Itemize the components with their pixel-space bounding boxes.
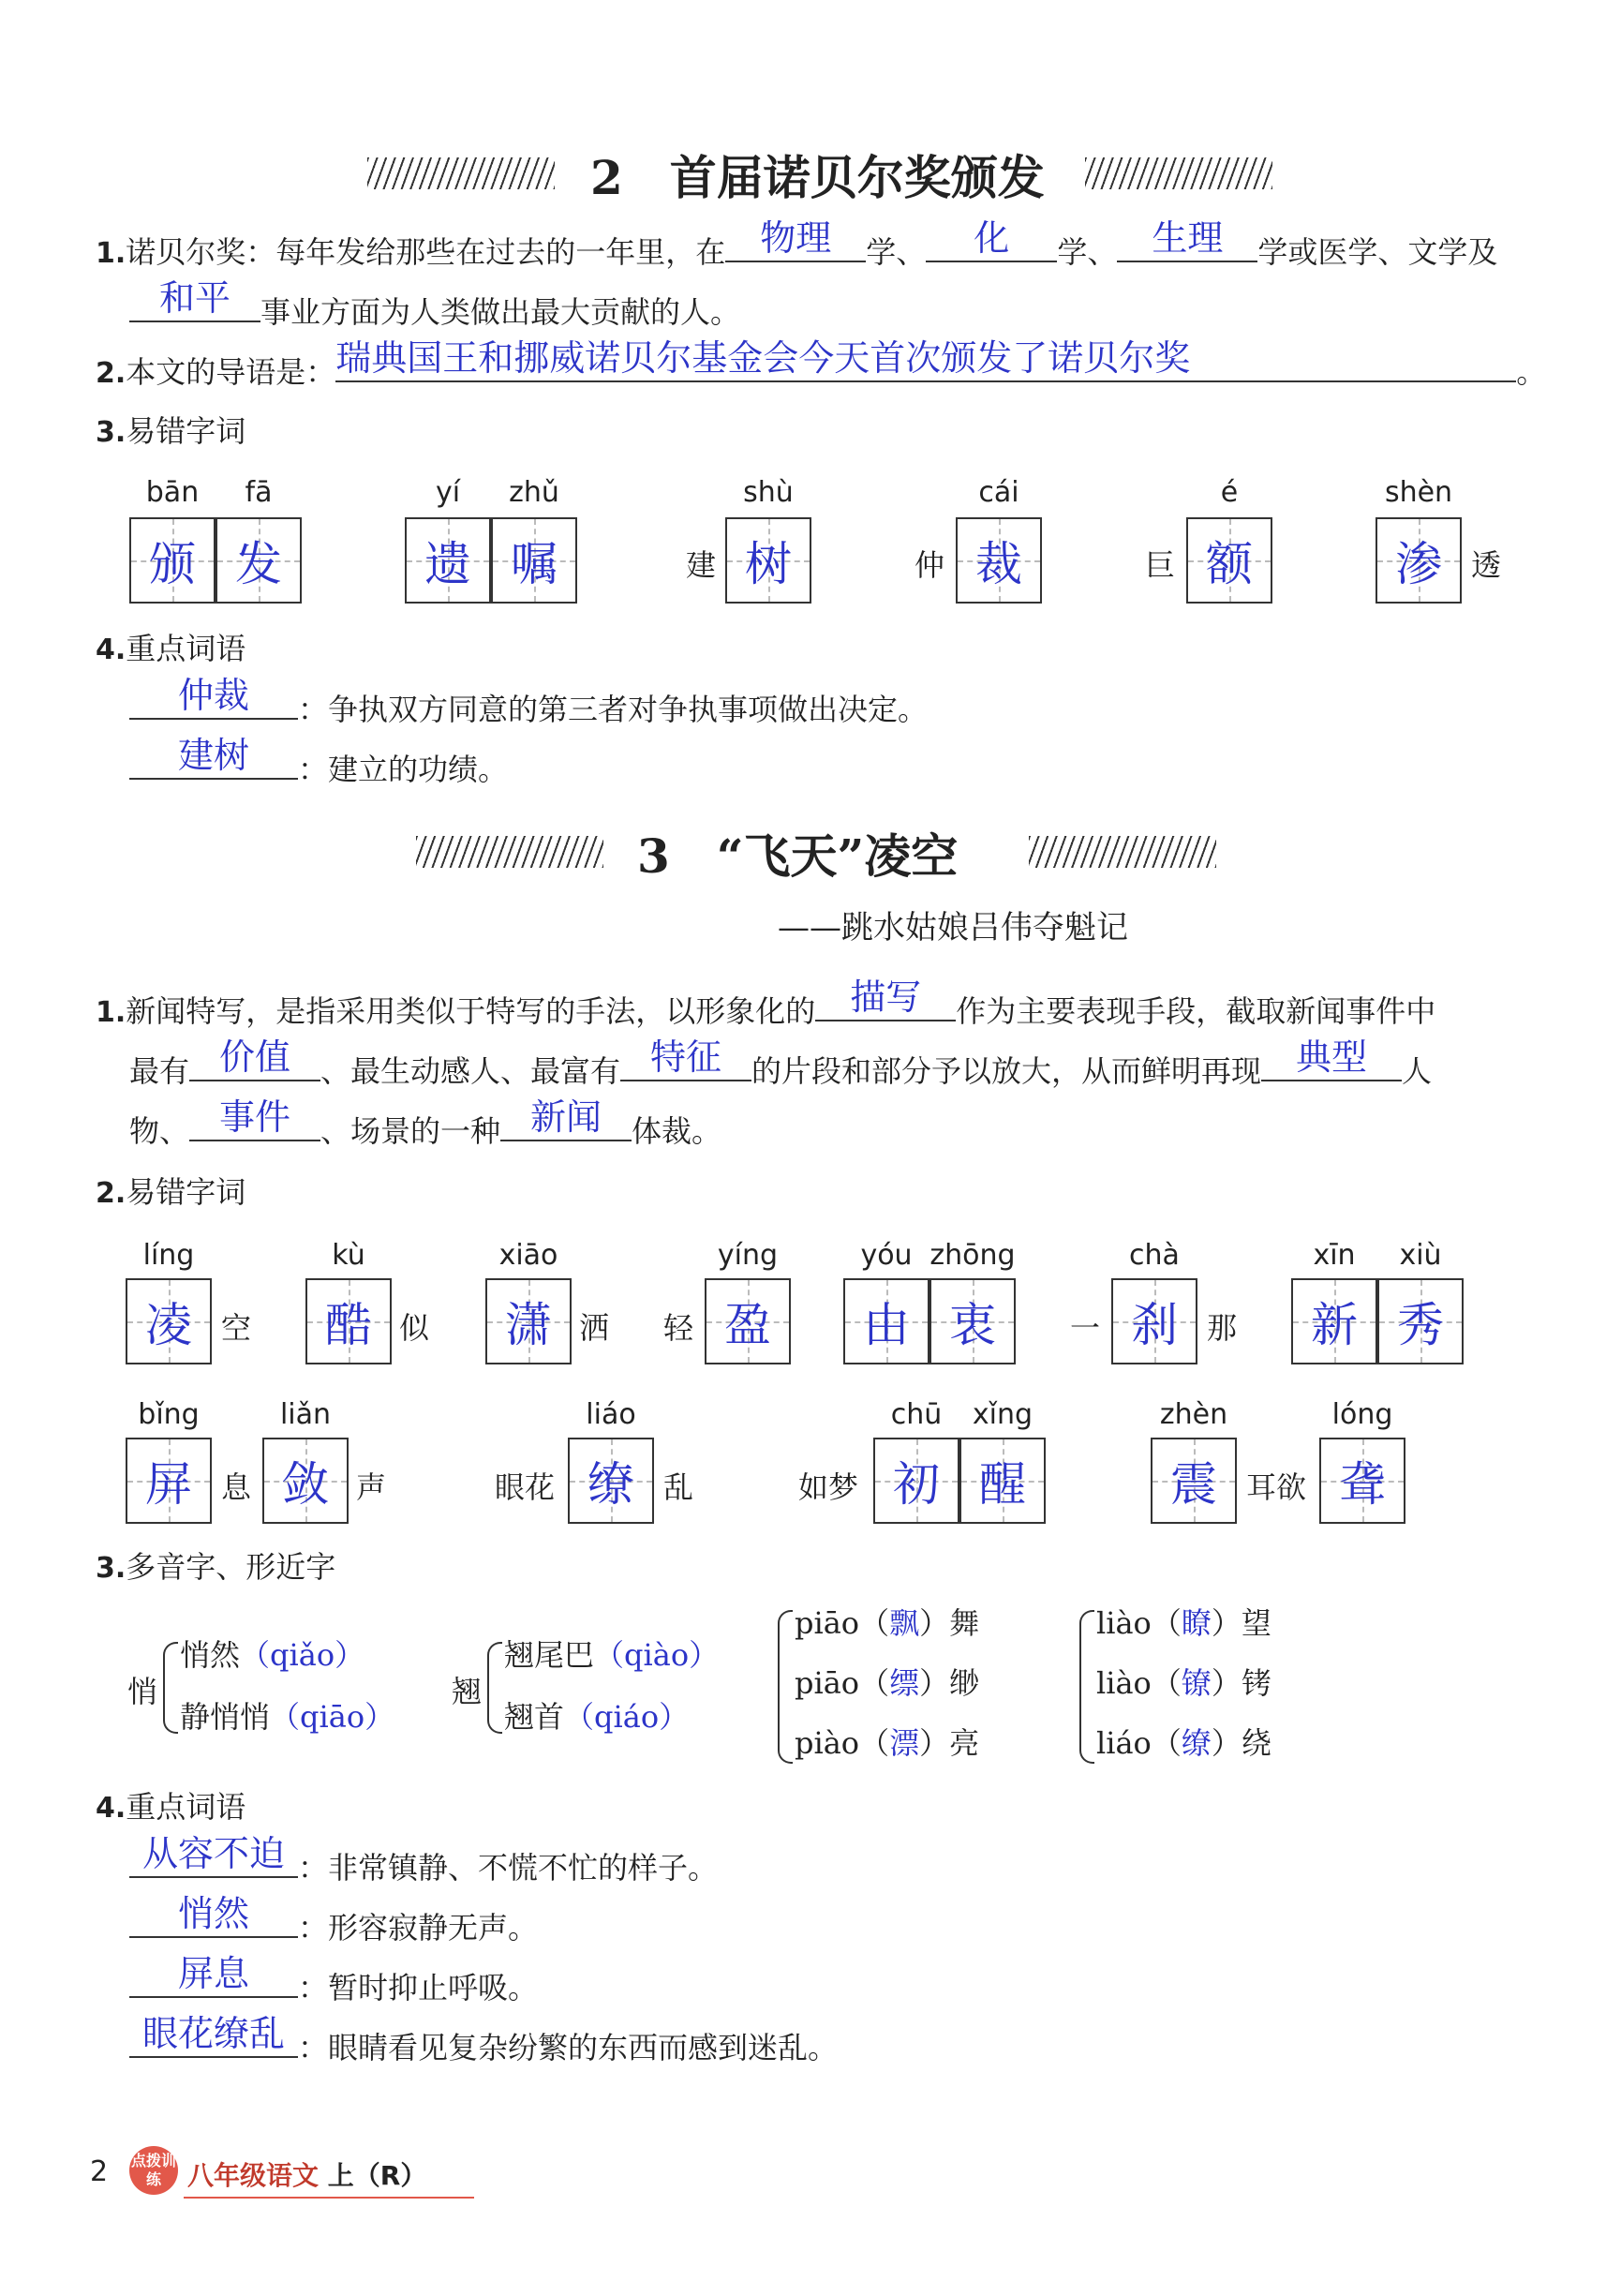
- brand-badge: 点拨训练: [129, 2146, 178, 2195]
- book-title: 八年级语文 上（R）: [187, 2160, 427, 2191]
- s2-q1-line1: 1.诺贝尔奖：每年发给那些在过去的一年里，在 物理 学、 化 学、 生理 学或医学、文学及: [96, 217, 1498, 270]
- s3-q2-label: 2.易错字词: [96, 1174, 246, 1210]
- answer-fill: 生理: [1152, 217, 1224, 259]
- polyphone-item: 静悄悄（qiāo）: [180, 1699, 395, 1735]
- title-decoration-right: [1029, 836, 1216, 868]
- char: 轻: [663, 1310, 694, 1346]
- pinyin: shèn: [1384, 476, 1453, 509]
- brace: [163, 1642, 178, 1734]
- s3-q4-item: 从容不迫 ：非常镇静、不慌不忙的样子。: [129, 1848, 718, 1886]
- char: 乱: [663, 1469, 694, 1505]
- title-decoration-left: [367, 157, 555, 189]
- char-box: 震: [1151, 1438, 1237, 1524]
- char: 悄: [127, 1674, 158, 1709]
- char-box: 盈: [705, 1278, 791, 1364]
- s2-q1-line2: 和平 事业方面为人类做出最大贡献的人。: [129, 292, 740, 331]
- pinyin: chà: [1129, 1239, 1180, 1272]
- char-box: 醒: [959, 1438, 1046, 1524]
- polyphone-item: 翘尾巴（qiào）: [504, 1637, 720, 1673]
- char-box: 新: [1291, 1278, 1377, 1364]
- pinyin: bǐng: [138, 1398, 200, 1431]
- char-box: 刹: [1111, 1278, 1197, 1364]
- char: 耳欲: [1246, 1469, 1307, 1505]
- answer-fill: 描写: [850, 977, 922, 1018]
- s3-q3-label: 3.多音字、形近字: [96, 1549, 336, 1585]
- char: 翘: [452, 1674, 483, 1709]
- pinyin: fā: [245, 476, 273, 509]
- char: 建: [686, 547, 717, 583]
- answer-fill: 事件: [219, 1096, 291, 1138]
- pinyin: liáo: [586, 1398, 636, 1431]
- char-box: 酷: [305, 1278, 392, 1364]
- s2-q3-label: 3.易错字词: [96, 413, 246, 449]
- char-box: 凌: [126, 1278, 212, 1364]
- s3-q1-line3: 物、 事件 、场景的一种 新闻 体裁。: [129, 1096, 722, 1149]
- char-box: 渗: [1376, 517, 1462, 604]
- answer-fill: 特征: [650, 1036, 722, 1078]
- brace: [1079, 1610, 1094, 1764]
- answer-fill: 瑞典国王和挪威诺贝尔基金会今天首次颁发了诺贝尔奖: [335, 337, 1191, 379]
- pinyin: zhèn: [1159, 1398, 1228, 1431]
- similar-char-item: liào（镣）铐: [1096, 1665, 1271, 1701]
- char-box: 嘱: [491, 517, 577, 604]
- answer-fill: 悄然: [177, 1893, 249, 1934]
- similar-char-item: piāo（飘）舞: [795, 1605, 980, 1641]
- pinyin: chū: [890, 1398, 943, 1431]
- char-box: 发: [216, 517, 302, 604]
- s2-q4-item: 仲裁 ：争执双方同意的第三者对争执事项做出决定。: [129, 690, 928, 728]
- char: 似: [399, 1310, 430, 1346]
- s3-q4-item: 悄然 ：形容寂静无声。: [129, 1908, 538, 1946]
- page-number: 2: [90, 2155, 109, 2188]
- char-box: 敛: [262, 1438, 349, 1524]
- answer-fill: 屏息: [177, 1953, 249, 1994]
- char: 透: [1471, 547, 1502, 583]
- char-box: 初: [873, 1438, 959, 1524]
- s3-q1-line1: 1.新闻特写，是指采用类似于特写的手法，以形象化的 描写 作为主要表现手段，截取新闻事件中: [96, 977, 1436, 1029]
- s2-q4-item: 建树 ：建立的功绩。: [129, 750, 508, 788]
- answer-fill: 建树: [177, 735, 249, 776]
- char-box: 由: [843, 1278, 929, 1364]
- answer-fill: 物理: [760, 217, 832, 259]
- similar-char-item: liào（瞭）望: [1096, 1605, 1271, 1641]
- brace: [778, 1610, 793, 1764]
- char-box: 秀: [1377, 1278, 1464, 1364]
- title-decoration-left: [416, 836, 603, 868]
- char-box: 树: [725, 517, 811, 604]
- similar-char-item: liáo（缭）绕: [1096, 1725, 1271, 1761]
- pinyin: zhǔ: [509, 476, 559, 509]
- section-2-title: 2 首届诺贝尔奖颁发: [590, 150, 1045, 205]
- pinyin: é: [1220, 476, 1239, 509]
- s3-q4-item: 屏息 ：暂时抑止呼吸。: [129, 1968, 538, 2006]
- pinyin: cái: [978, 476, 1019, 509]
- char: 那: [1207, 1310, 1238, 1346]
- char: 洒: [579, 1310, 610, 1346]
- title-decoration-right: [1085, 157, 1272, 189]
- s2-q4-label: 4.重点词语: [96, 631, 246, 666]
- answer-fill: 仲裁: [177, 675, 249, 716]
- pinyin: shù: [743, 476, 794, 509]
- s3-q4-label: 4.重点词语: [96, 1789, 246, 1825]
- s2-q2: 2.本文的导语是： 瑞典国王和挪威诺贝尔基金会今天首次颁发了诺贝尔奖 。: [96, 337, 1547, 390]
- similar-char-item: piào（漂）亮: [795, 1725, 980, 1761]
- pinyin: bān: [145, 476, 200, 509]
- pinyin: yóu: [860, 1239, 913, 1272]
- similar-char-item: piāo（缥）缈: [795, 1665, 980, 1701]
- brace: [487, 1642, 502, 1734]
- char-box: 衷: [929, 1278, 1016, 1364]
- footer-rule: [184, 2197, 474, 2199]
- answer-fill: 典型: [1296, 1036, 1368, 1078]
- answer-fill: 和平: [158, 277, 230, 319]
- char-box: 裁: [956, 517, 1042, 604]
- char: 巨: [1145, 547, 1176, 583]
- char-box: 聋: [1319, 1438, 1405, 1524]
- s3-q4-item: 眼花缭乱 ：眼睛看见复杂纷繁的东西而感到迷乱。: [129, 2028, 838, 2066]
- answer-fill: 化: [974, 217, 1010, 259]
- char-box: 颁: [129, 517, 216, 604]
- pinyin: zhōng: [929, 1239, 1016, 1272]
- char: 空: [221, 1310, 252, 1346]
- pinyin: xiāo: [498, 1239, 558, 1272]
- char: 息: [221, 1469, 252, 1505]
- pinyin: xīn: [1313, 1239, 1356, 1272]
- section-3-subtitle: ——跳水姑娘吕伟夺魁记: [778, 909, 1128, 947]
- section-3-title: 3 “飞天”凌空: [637, 828, 959, 884]
- pinyin: xǐng: [972, 1398, 1033, 1431]
- char-box: 屏: [126, 1438, 212, 1524]
- char-box: 潇: [485, 1278, 572, 1364]
- char-box: 额: [1186, 517, 1272, 604]
- char: 一: [1070, 1310, 1101, 1346]
- answer-fill: 价值: [219, 1036, 291, 1078]
- answer-fill: 从容不迫: [141, 1833, 285, 1874]
- pinyin: liǎn: [279, 1398, 332, 1431]
- pinyin: líng: [142, 1239, 195, 1272]
- answer-fill: 眼花缭乱: [141, 2013, 285, 2054]
- char: 眼花: [495, 1469, 556, 1505]
- pinyin: yí: [435, 476, 461, 509]
- char-box: 缭: [568, 1438, 654, 1524]
- s3-q1-line2: 最有 价值 、最生动感人、最富有 特征 的片段和部分予以放大，从而鲜明再现 典型 人: [129, 1036, 1433, 1089]
- polyphone-item: 悄然（qiǎo）: [180, 1637, 365, 1673]
- pinyin: yíng: [717, 1239, 779, 1272]
- answer-fill: 新闻: [530, 1096, 602, 1138]
- pinyin: kù: [332, 1239, 365, 1272]
- polyphone-item: 翘首（qiáo）: [504, 1699, 690, 1735]
- char: 声: [356, 1469, 387, 1505]
- char: 仲: [915, 547, 945, 583]
- pinyin: xiù: [1399, 1239, 1442, 1272]
- char-box: 遗: [405, 517, 491, 604]
- char: 如梦: [798, 1469, 859, 1505]
- pinyin: lóng: [1331, 1398, 1393, 1431]
